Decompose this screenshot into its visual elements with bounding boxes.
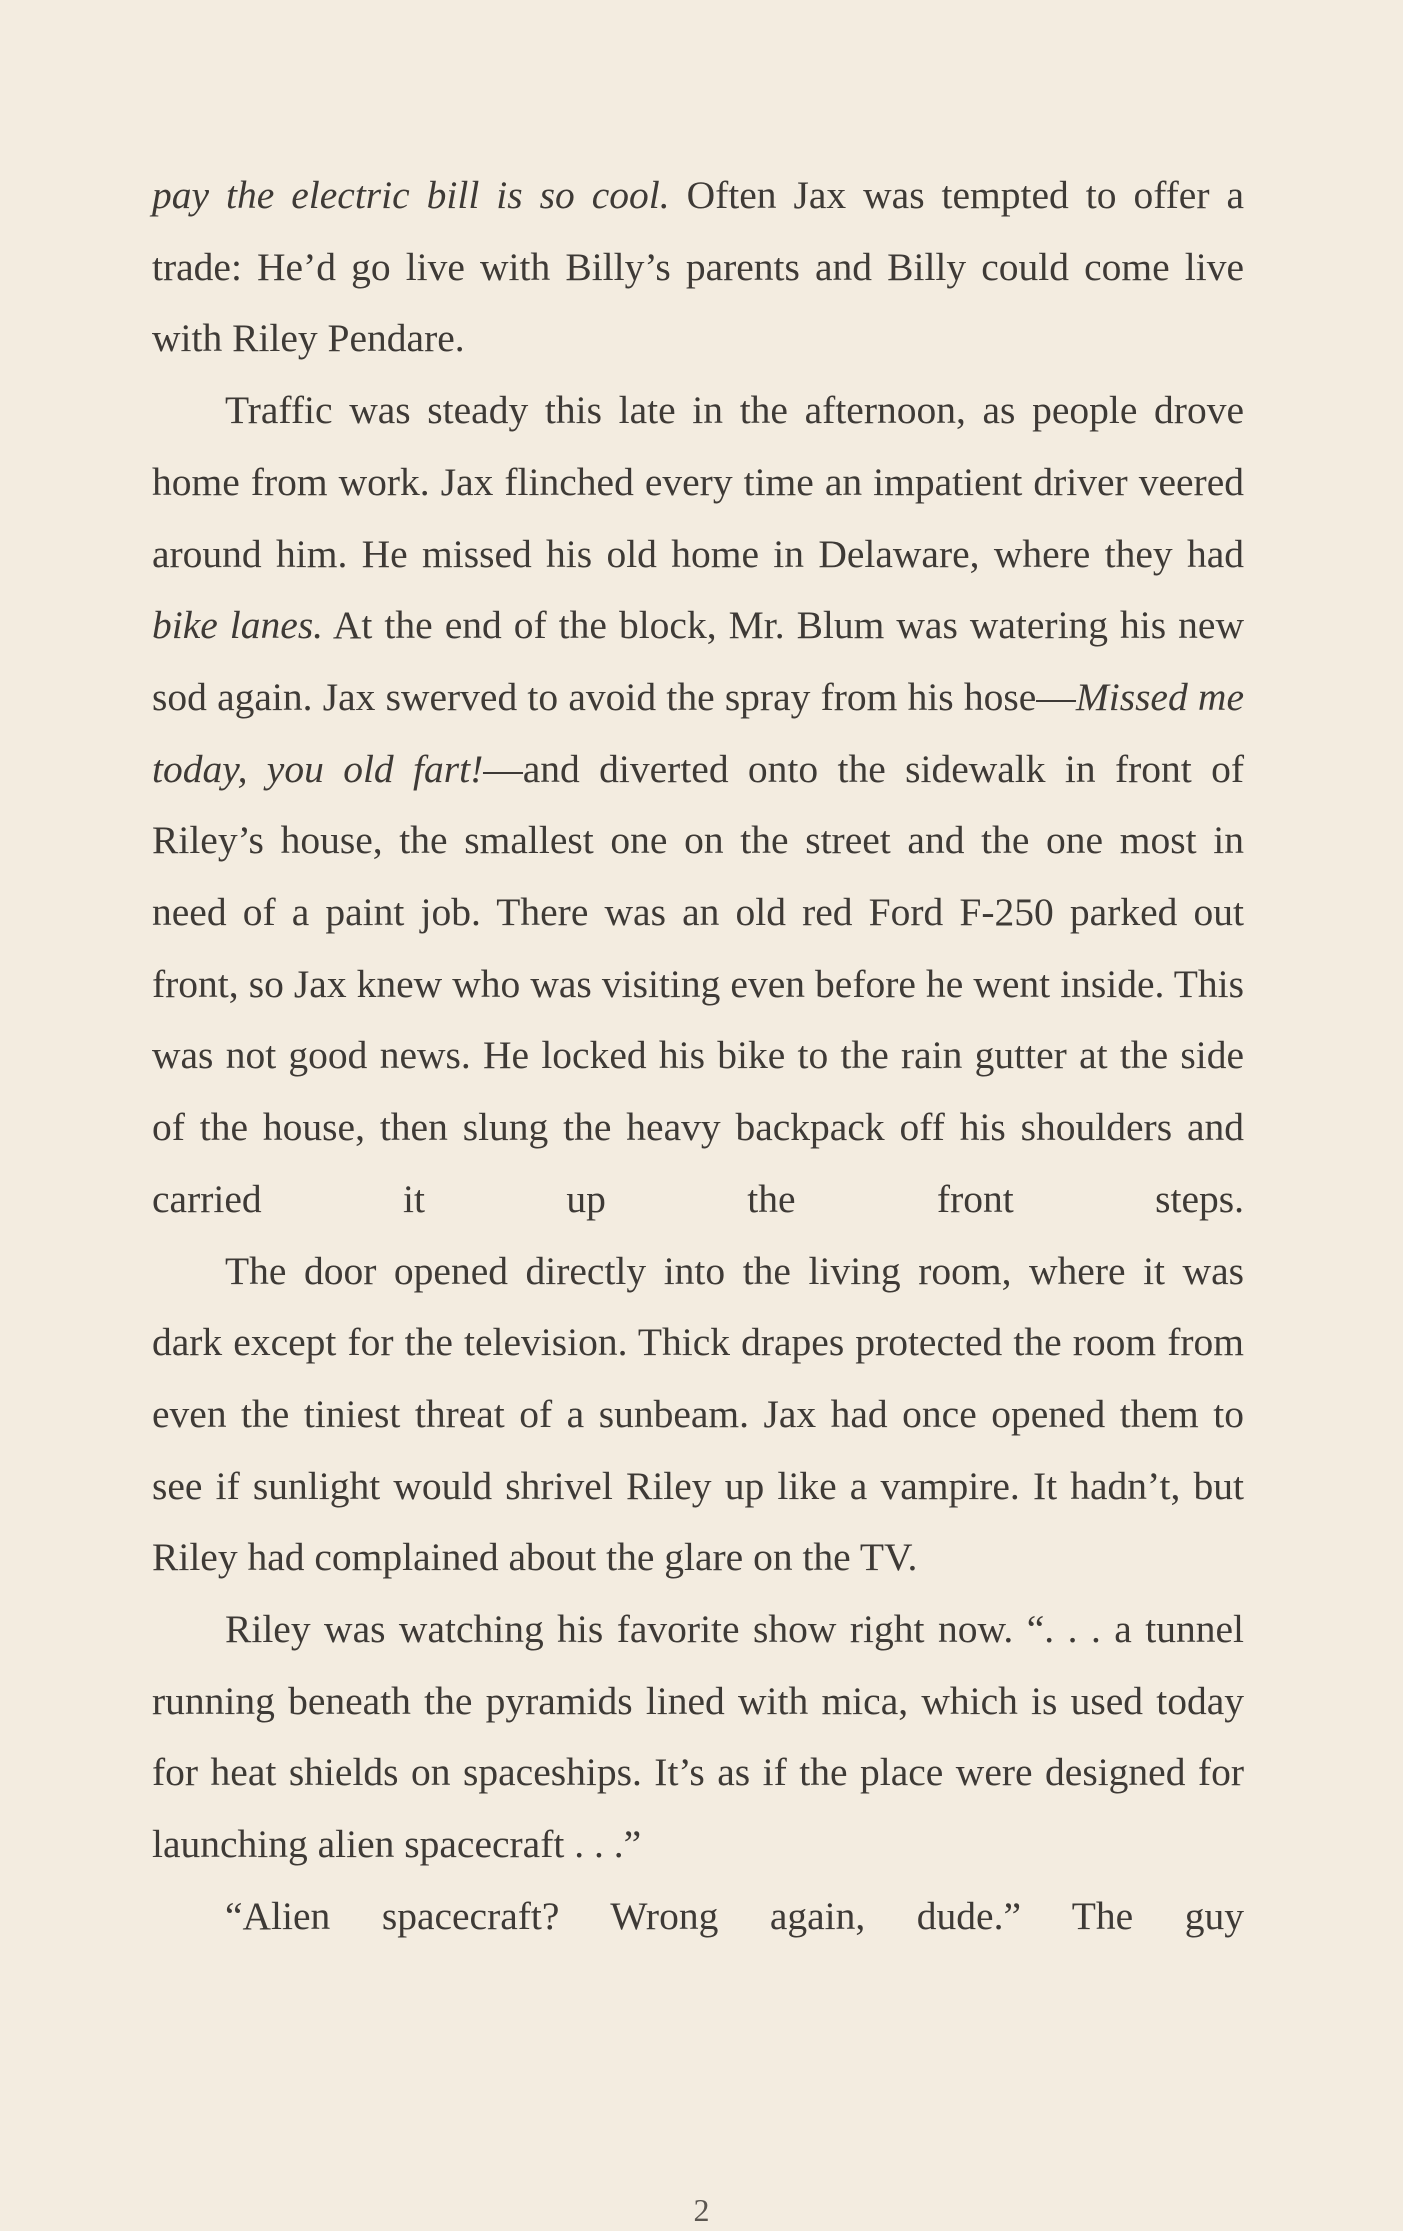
paragraph-5 xyxy=(152,1881,1244,1953)
paragraph-1 xyxy=(152,160,1244,375)
paragraph-3 xyxy=(152,1236,1244,1595)
text-run: Traffic was steady this late in the afternoon, as people drove home from work. Jax flinched every time an impatient driver veered around him. He missed his old home in Delaware, where they had xyxy=(152,388,1244,576)
paragraph-2 xyxy=(152,375,1244,1235)
text-run: “Alien spacecraft? Wrong again, dude.” The guy xyxy=(225,1893,1244,1938)
body-text xyxy=(152,160,1244,1953)
text-run: The door opened directly into the living room, where it was dark except for the television. Thick drapes protected the room from even the tiniest threat of a sunbeam. Jax had once opened them to see if sunlight would shrivel Riley up like a vampire. It hadn’t, but Riley had complained about the glare on the TV. xyxy=(152,1248,1244,1580)
text-run: Missed me today, you old fart! xyxy=(152,674,1244,791)
text-run: Riley was watching his favorite show right now. “. . . a tunnel running beneath the pyramids lined with mica, which is used today for heat shields on spaceships. It’s as if the place were designed for launching alien spacecraft . . .” xyxy=(152,1607,1244,1867)
text-run: bike lanes. xyxy=(152,603,324,648)
text-run: At the end of the block, Mr. Blum was watering his new sod again. Jax swerved to avoid the spray from his hose— xyxy=(152,603,1244,719)
text-run: Often Jax was tempted to offer a trade: He’d go live with Billy’s parents and Billy could come live with Riley Pendare. xyxy=(152,173,1245,361)
text-run: pay the electric bill is so cool. xyxy=(152,173,670,217)
page-number: 2 xyxy=(693,2192,710,2228)
paragraph-4 xyxy=(152,1594,1244,1881)
text-run: —and diverted onto the sidewalk in front of Riley’s house, the smallest one on the street and the one most in need of a paint job. There was an old red Ford F-250 parked out front, so Jax knew who was visiting even before he went inside. This was not good news. He locked his bike to the rain gutter at the side of the house, then slung the heavy backpack off his shoulders and carried it up the front steps. xyxy=(152,746,1245,1221)
